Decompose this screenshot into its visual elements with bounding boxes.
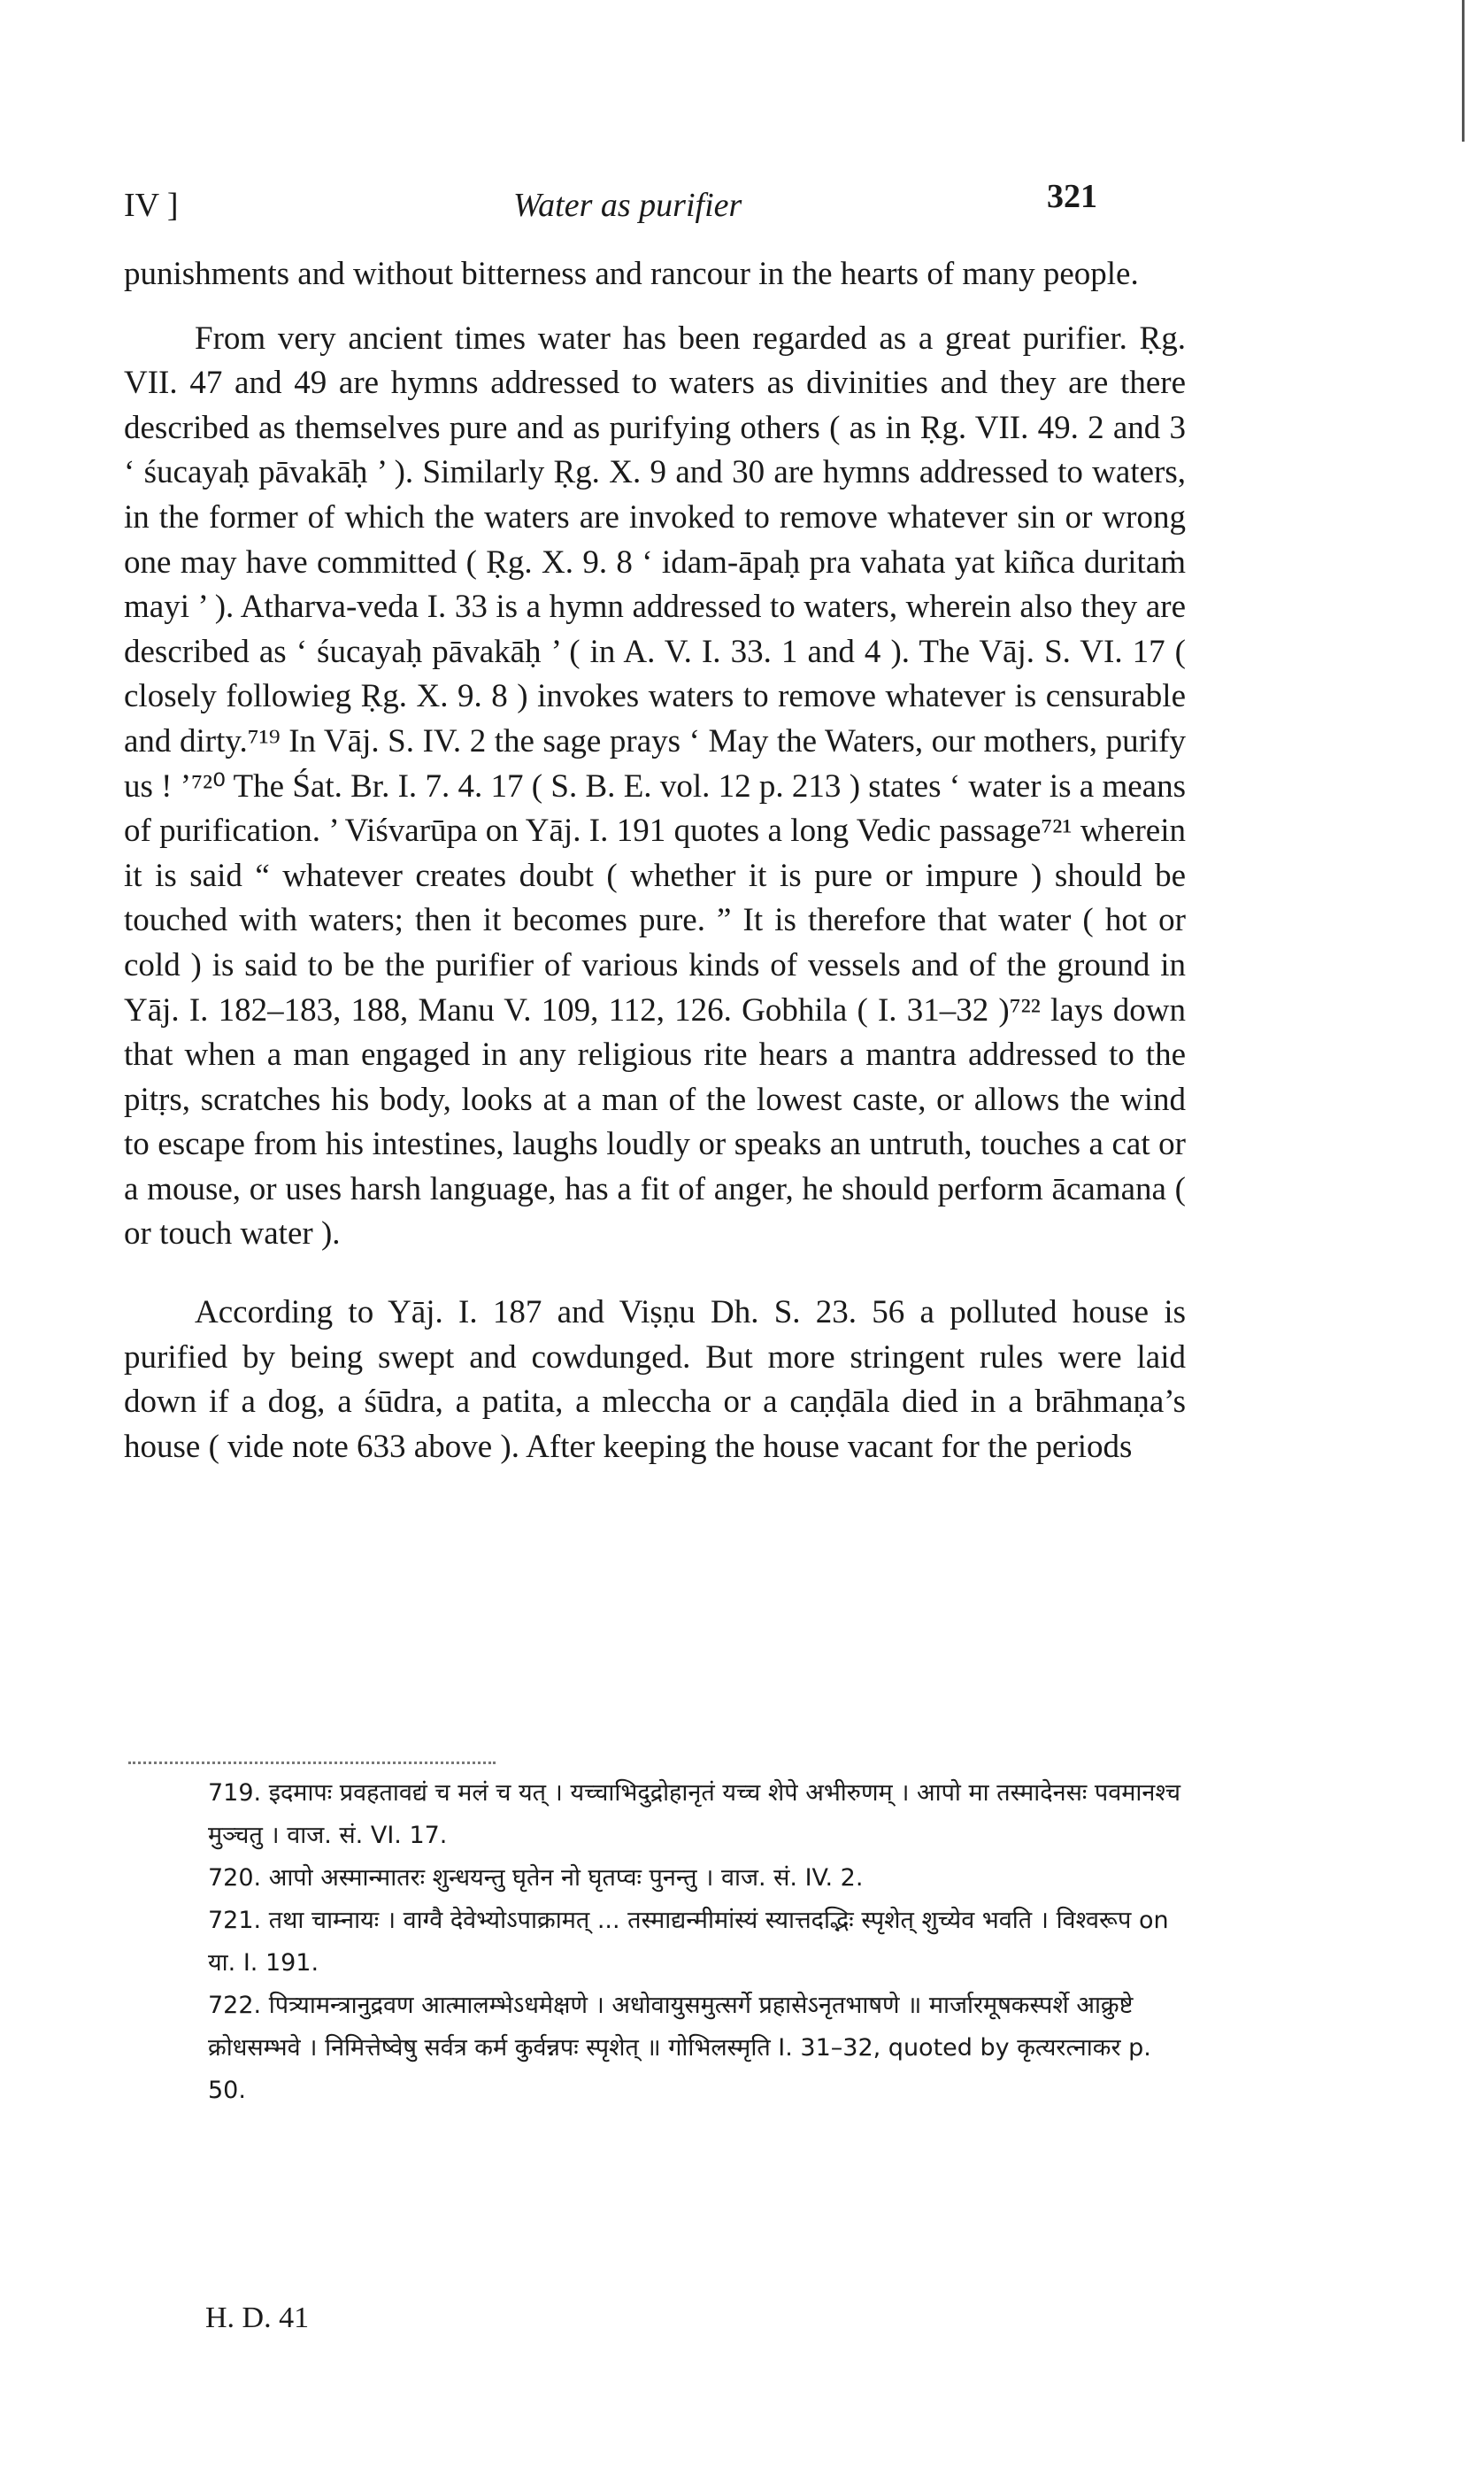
main-text xyxy=(124,252,1186,1469)
footnote-separator xyxy=(128,1753,496,1764)
paragraph-water-purifier: From very ancient times water has been regarded as a great purifier. Ṛg. VII. 47 and 49 are hymns addressed to waters as divinities and they are there described as themselves pure and as purifying others ( as in Ṛg. VII. 49. 2 and 3 ‘ śucayaḥ pāvakāḥ ’ ). Similarly Ṛg. X. 9 and 30 are hymns addressed to waters, in the former of which the waters are invoked to remove whatever sin or wrong one may have committed ( Ṛg. X. 9. 8 ‘ idam-āpaḥ pra vahata yat kiñca duritaṁ mayi ’ ). Atharva-veda I. 33 is a hymn addressed to waters, wherein also they are described as ‘ śucayaḥ pāvakāḥ ’ ( in A. V. I. 33. 1 and 4 ). The Vāj. S. VI. 17 ( closely followieg Ṛg. X. 9. 8 ) invokes waters to remove whatever is censurable and dirty.⁷¹⁹ In Vāj. S. IV. 2 the sage prays ‘ May the Waters, our mothers, purify us ! ’⁷²⁰ The Śat. Br. I. 7. 4. 17 ( S. B. E. vol. 12 p. 213 ) states ‘ water is a means of purification. ’ Viśvarūpa on Yāj. I. 191 quotes a long Vedic passage⁷²¹ wherein it is said “ whatever creates doubt ( whether it is pure or impure ) should be touched with waters; then it becomes pure. ” It is therefore that water ( hot or cold ) is said to be the purifier of various kinds of vessels and of the ground in Yāj. I. 182–183, 188, Manu V. 109, 112, 126. Gobhila ( I. 31–32 )⁷²² lays down that when a man engaged in any religious rite hears a mantra addressed to the pitṛs, scratches his body, looks at a man of the lowest caste, or allows the wind to escape from his intestines, laughs loudly or speaks an untruth, touches a cat or a mouse, or uses harsh language, has a fit of anger, he should perform ācamana ( or touch water ). xyxy=(124,320,1186,1253)
footnote-721: 721. तथा चाम्नायः । वाग्वै देवेभ्योऽपाक्रामत् ... तस्माद्यन्मीमांस्यं स्यात्तदद्भिः स्पृशेत् शुच्येव भवति । विश्वरूप on या. I. 191. xyxy=(208,1907,1169,1977)
footnote-722: 722. पित्र्यामन्त्रानुद्रवण आत्मालम्भेऽधमेक्षणे । अधोवायुसमुत्सर्गे प्रहासेऽनृतभाषणे ॥ मार्जारमूषकस्पर्शे आक्रुष्टे क्रोधसम्भवे । निमित्तेष्वेषु सर्वत्र कर्म कुर्वन्नपः स्पृशेत् ॥ गोभिलस्मृति I. 31–32, quoted by कृत्यरत्नाकर p. 50. xyxy=(208,1992,1151,2104)
footnotes xyxy=(124,1772,1186,2112)
signature-mark: H. D. 41 xyxy=(205,2301,310,2334)
paragraph-house-purification: According to Yāj. I. 187 and Viṣṇu Dh. S. 23. 56 a polluted house is purified by being swept and cowdunged. But more stringent rules were laid down if a dog, a śūdra, a patita, a mleccha or a caṇḍāla died in a brāhmaṇa’s house ( vide note 633 above ). After keeping the house vacant for the periods xyxy=(124,1294,1186,1465)
footnote-719: 719. इदमापः प्रवहतावद्यं च मलं च यत् । यच्चाभिदुद्रोहानृतं यच्च शेपे अभीरुणम् । आपो मा तस्मादेनसः पवमानश्च मुञ्चतु । वाज. सं. VI. 17. xyxy=(208,1779,1180,1849)
scan-edge-line xyxy=(1462,0,1465,142)
footnote-720: 720. आपो अस्मान्मातरः शुन्धयन्तु घृतेन नो घृतप्वः पुनन्तु । वाज. सं. IV. 2. xyxy=(208,1864,864,1892)
chapter-marker: IV ] xyxy=(124,187,179,224)
paragraph-continued: punishments and without bitterness and rancour in the hearts of many people. xyxy=(124,256,1139,292)
running-title: Water as purifier xyxy=(513,187,742,224)
page-number: 321 xyxy=(1047,178,1097,215)
running-header xyxy=(124,177,1186,230)
